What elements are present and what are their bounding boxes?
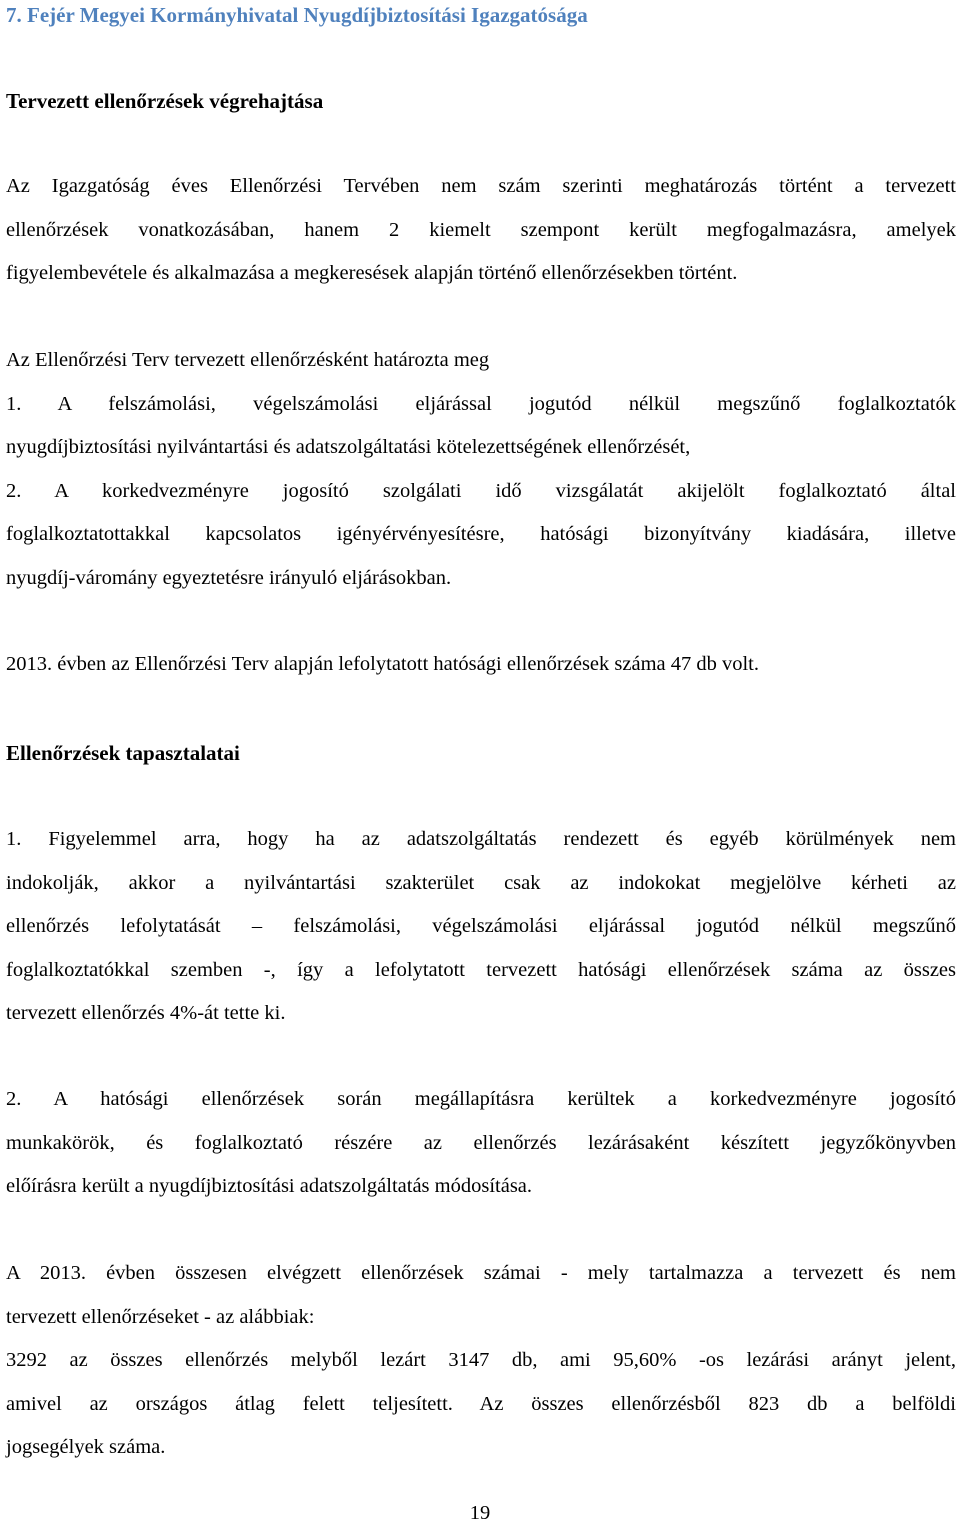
finding-2-paragraph bbox=[6, 1078, 956, 1209]
plan-intro-line: Az Ellenőrzési Terv tervezett ellenőrzésként határozta meg bbox=[6, 349, 490, 371]
plan-item-2-line: foglalkoztatottakkal kapcsolatos igényérvényesítésre, hatósági bizonyítvány kiadására, illetve bbox=[6, 523, 956, 545]
plan-item-1-line: nyugdíjbiztosítási nyilvántartási és adatszolgáltatási kötelezettségének ellenőrzését, bbox=[6, 436, 691, 458]
paragraph-line: figyelembevétele és alkalmazása a megkeresések alapján történő ellenőrzésekben történt. bbox=[6, 262, 738, 284]
paragraph-line: jogsegélyek száma. bbox=[6, 1436, 166, 1458]
paragraph-line: 3292 az összes ellenőrzés melyből lezárt 3147 db, ami 95,60% -os lezárási arányt jelent, bbox=[6, 1349, 956, 1371]
summary-2013-paragraph: 2013. évben az Ellenőrzési Terv alapján lefolytatott hatósági ellenőrzések száma 47 db volt. bbox=[6, 653, 760, 675]
paragraph-line: foglalkoztatókkal szemben -, így a lefolytatott tervezett hatósági ellenőrzések száma az összes bbox=[6, 958, 956, 981]
plan-item-1-line: 1. A felszámolási, végelszámolási eljárással jogutód nélkül megszűnő foglalkoztatók bbox=[6, 392, 956, 415]
section-heading-findings: Ellenőrzések tapasztalatai bbox=[6, 741, 240, 765]
paragraph-line: Az Igazgatóság éves Ellenőrzési Tervében nem szám szerinti meghatározás történt a tervezett bbox=[6, 175, 956, 197]
paragraph-line: tervezett ellenőrzéseket - az alábbiak: bbox=[6, 1305, 315, 1328]
paragraph-line: A 2013. évben összesen elvégzett ellenőrzések számai - mely tartalmazza a tervezett és nem bbox=[6, 1262, 956, 1284]
paragraph-line: ellenőrzés lefolytatását – felszámolási, végelszámolási eljárással jogutód nélkül megszűnő bbox=[6, 915, 956, 937]
paragraph-line: 2. A hatósági ellenőrzések során megállapításra kerültek a korkedvezményre jogosító bbox=[6, 1088, 956, 1110]
paragraph-line: amivel az országos átlag felett teljesített. Az összes ellenőrzésből 823 db a belföldi bbox=[6, 1392, 956, 1415]
plan-item-2-line: 2. A korkedvezményre jogosító szolgálati idő vizsgálatát akijelölt foglalkoztató által bbox=[6, 479, 956, 502]
finding-1-paragraph bbox=[6, 818, 956, 1036]
paragraph-line: tervezett ellenőrzés 4%-át tette ki. bbox=[6, 1002, 286, 1024]
paragraph-line: indokolják, akkor a nyilvántartási szakterület csak az indokokat megjelölve kérheti az bbox=[6, 871, 956, 894]
plan-item-2-line: nyugdíj-váromány egyeztetésre irányuló eljárásokban. bbox=[6, 566, 452, 589]
paragraph-line: 1. Figyelemmel arra, hogy ha az adatszolgáltatás rendezett és egyéb körülmények nem bbox=[6, 828, 956, 850]
totals-paragraph bbox=[6, 1252, 956, 1470]
chapter-title: 7. Fejér Megyei Kormányhivatal Nyugdíjbiztosítási Igazgatósága bbox=[6, 3, 588, 27]
page-number: 19 bbox=[469, 1502, 491, 1524]
paragraph-line: ellenőrzések vonatkozásában, hanem 2 kiemelt szempont került megfogalmazásra, amelyek bbox=[6, 218, 956, 241]
plan-paragraph bbox=[6, 339, 956, 600]
intro-paragraph bbox=[6, 165, 956, 296]
section-heading-planned-inspections: Tervezett ellenőrzések végrehajtása bbox=[6, 89, 324, 113]
paragraph-line: munkakörök, és foglalkoztató részére az ellenőrzés lezárásaként készített jegyzőkönyvben bbox=[6, 1131, 956, 1154]
paragraph-line: előírásra került a nyugdíjbiztosítási adatszolgáltatás módosítása. bbox=[6, 1175, 533, 1197]
